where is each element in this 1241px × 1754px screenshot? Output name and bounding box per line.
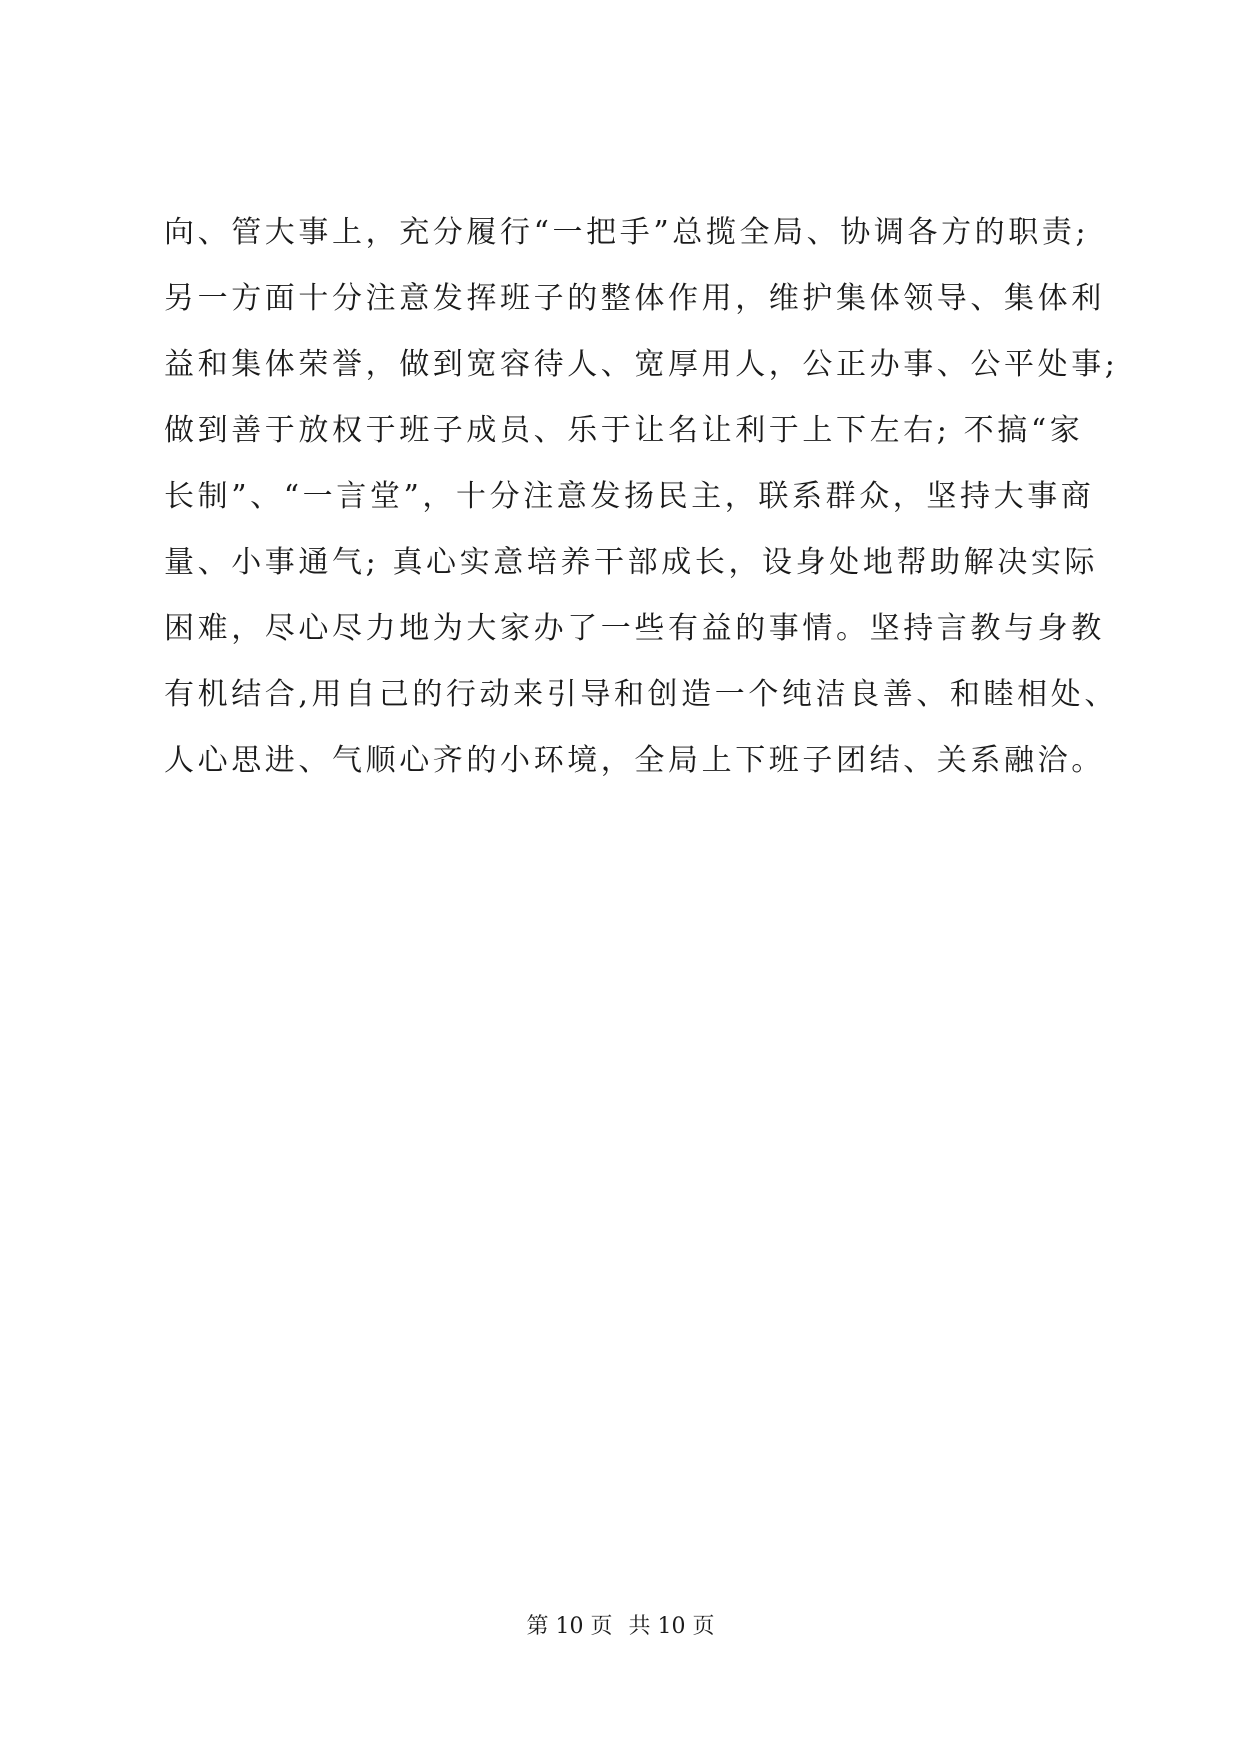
page-footer <box>0 1612 1241 1642</box>
paragraph-line-8: 有机结合,用自己的行动来引导和创造一个纯洁良善、和睦相处、 <box>164 677 1118 712</box>
paragraph-line-6: 量、小事通气; 真心实意培养干部成长，设身处地帮助解决实际 <box>164 545 1099 580</box>
body-paragraph <box>164 200 1119 794</box>
paragraph-line-1: 向、管大事上，充分履行“一把手”总揽全局、协调各方的职责; <box>164 215 1090 250</box>
page-number: 第 10 页 <box>526 1614 613 1639</box>
paragraph-line-7: 困难，尽心尽力地为大家办了一些有益的事情。坚持言教与身教 <box>164 611 1105 646</box>
paragraph-line-3: 益和集体荣誉，做到宽容待人、宽厚用人，公正办事、公平处事; <box>164 347 1119 382</box>
paragraph-line-5: 长制”、“一言堂”，十分注意发扬民主，联系群众，坚持大事商 <box>164 479 1095 514</box>
paragraph-line-4: 做到善于放权于班子成员、乐于让名让利于上下左右; 不搞“家 <box>164 413 1084 448</box>
page-total: 共 10 页 <box>628 1614 715 1639</box>
paragraph-line-9: 人心思进、气顺心齐的小环境，全局上下班子团结、关系融洽。 <box>164 743 1105 778</box>
paragraph-line-2: 另一方面十分注意发挥班子的整体作用，维护集体领导、集体利 <box>164 281 1105 316</box>
